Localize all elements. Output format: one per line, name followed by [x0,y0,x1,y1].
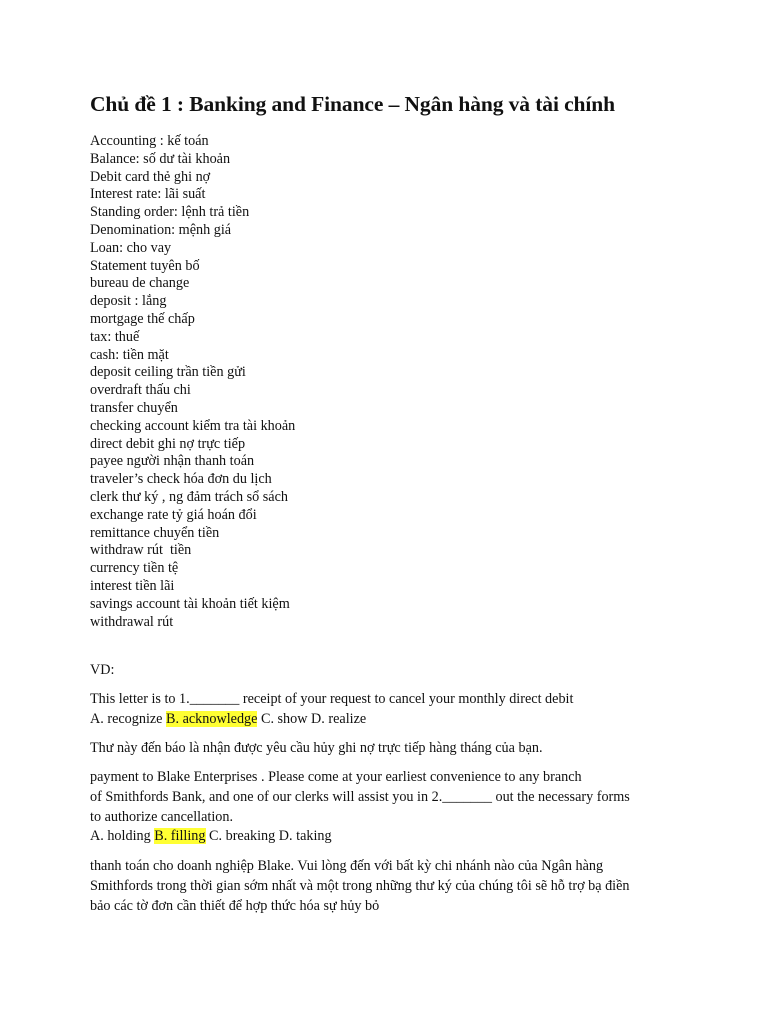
vocab-item: payee người nhận thanh toán [90,453,255,470]
vocab-item: savings account tài khoản tiết kiệm [90,595,290,612]
vocab-item: remittance chuyển tiền [90,524,220,541]
page-title: Chủ đề 1 : Banking and Finance – Ngân hàng và tài chính [90,92,615,116]
vocab-item: Debit card thẻ ghi nợ [90,168,211,185]
vocab-item: traveler’s check hóa đơn du lịch [90,471,272,488]
example2-passage-line: of Smithfords Bank, and one of our clerks will assist you in 2._______ out the necessary forms [90,789,630,805]
vocab-item: direct debit ghi nợ trực tiếp [90,435,246,452]
vocab-item: tax: thuế [90,328,140,345]
highlighted-answer: B. filling [154,828,206,844]
vocab-item: Statement tuyên bố [90,257,200,274]
vocab-item: deposit : lắng [90,293,167,310]
vocab-item: exchange rate tỷ giá hoán đổi [90,506,257,523]
vocab-item: withdraw rút tiền [90,542,192,559]
vocab-item: withdrawal rút [90,613,174,630]
options-rest: C. breaking D. taking [205,828,332,844]
example2-passage-line: to authorize cancellation. [90,809,233,825]
highlighted-answer: B. acknowledge [166,711,258,727]
option-a: A. holding [90,828,155,844]
vocab-item: clerk thư ký , ng đảm trách sổ sách [90,488,288,505]
vocabulary-list [90,133,295,631]
vocab-item: Denomination: mệnh giá [90,221,232,238]
vocab-item: cash: tiền mặt [90,346,169,363]
vocab-item: Balance: số dư tài khoản [90,150,231,167]
vocab-item: Accounting : kế toán [90,133,209,149]
vocab-item: overdraft thấu chi [90,382,191,399]
example2-options [90,827,332,847]
options-rest: C. show D. realize [257,711,367,727]
option-a: A. recognize [90,711,167,727]
vocab-item: Standing order: lệnh trả tiền [90,204,250,221]
example-heading: VD: [90,662,115,678]
vocab-item: interest tiền lãi [90,577,175,594]
vocab-item: checking account kiểm tra tài khoản [90,417,296,434]
vocab-item: deposit ceiling trần tiền gửi [90,364,246,381]
example1-translation: Thư này đến báo là nhận được yêu cầu hủy ghi nợ trực tiếp hàng tháng của bạn. [90,740,543,756]
example2-passage-line: payment to Blake Enterprises . Please come at your earliest convenience to any branch [90,769,582,785]
vocab-item: bureau de change [90,275,190,292]
example1-question: This letter is to 1._______ receipt of your request to cancel your monthly direct debit [90,691,574,707]
vocab-item: transfer chuyển [90,399,178,416]
vocab-item: currency tiền tệ [90,560,179,577]
example2-translation-line: thanh toán cho doanh nghiệp Blake. Vui lòng đến với bất kỳ chi nhánh nào của Ngân hàng [90,858,604,874]
example2-translation-line: Smithfords trong thời gian sớm nhất và một trong những thư ký của chúng tôi sẽ hỗ trợ bạ điền [90,878,630,894]
example1-options [90,710,366,730]
vocab-item: mortgage thế chấp [90,310,195,327]
vocab-item: Interest rate: lãi suất [90,186,206,203]
example2-translation-line: bảo các tờ đơn cần thiết để hợp thức hóa sự hủy bỏ [90,898,380,914]
vocab-item: Loan: cho vay [90,239,172,256]
